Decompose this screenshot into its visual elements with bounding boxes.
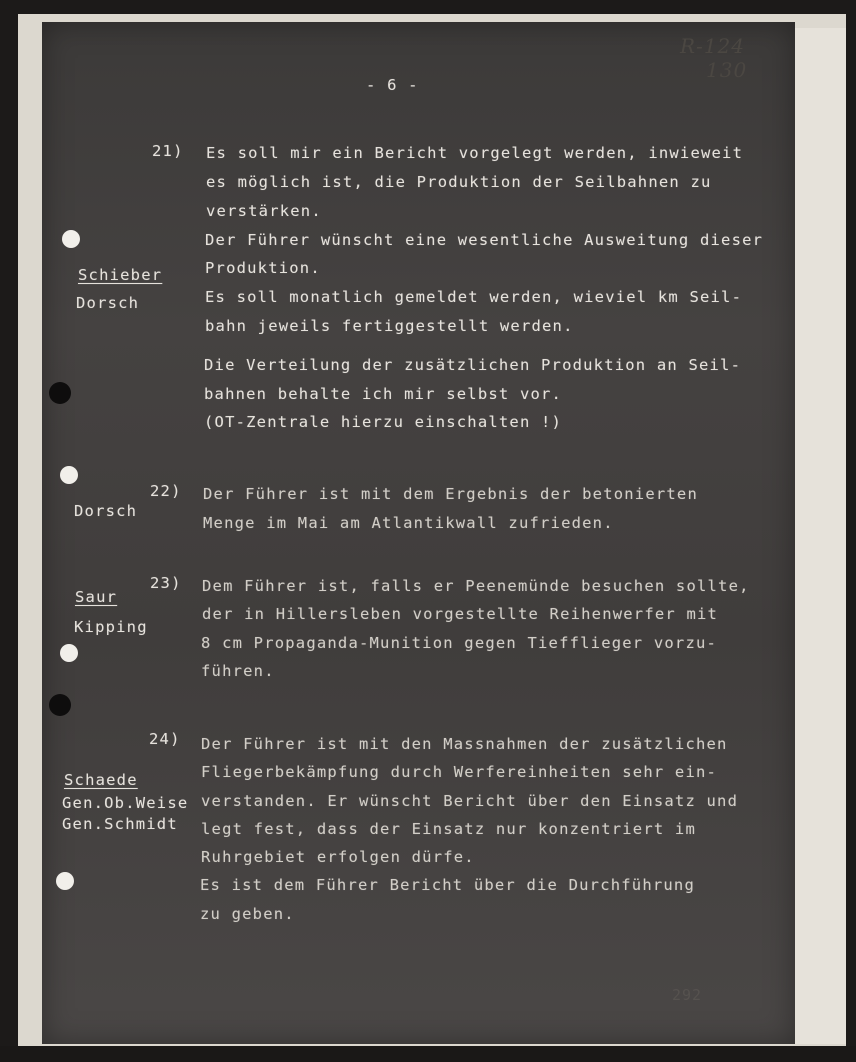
page-number: - 6 - bbox=[366, 76, 419, 94]
text-line: Es ist dem Führer Bericht über die Durchführung bbox=[200, 876, 695, 894]
item-number: 24) bbox=[149, 730, 181, 748]
punch-hole bbox=[49, 382, 71, 404]
text-line: führen. bbox=[201, 662, 275, 680]
person-name: Schaede bbox=[64, 771, 138, 789]
person-name: Kipping bbox=[74, 618, 148, 636]
person-name: Saur bbox=[75, 588, 118, 606]
text-line: Fliegerbekämpfung durch Werfereinheiten sehr ein- bbox=[201, 763, 718, 781]
paper-edge bbox=[790, 28, 846, 1044]
person-name: Schieber bbox=[78, 266, 163, 284]
punch-hole bbox=[60, 644, 78, 662]
punch-hole bbox=[56, 872, 74, 890]
punch-hole bbox=[60, 466, 78, 484]
archive-stamp-line1: R-124 bbox=[680, 34, 745, 58]
text-line: Der Führer ist mit dem Ergebnis der betonierten bbox=[203, 485, 698, 503]
text-line: Die Verteilung der zusätzlichen Produktion an Seil- bbox=[204, 356, 742, 374]
text-line: verstanden. Er wünscht Bericht über den Einsatz und bbox=[201, 792, 739, 810]
text-line: 8 cm Propaganda-Munition gegen Tiefflieger vorzu- bbox=[201, 634, 718, 652]
text-line: bahn jeweils fertiggestellt werden. bbox=[205, 317, 574, 335]
punch-hole bbox=[49, 694, 71, 716]
text-line: Der Führer ist mit den Massnahmen der zusätzlichen bbox=[201, 735, 728, 753]
text-line: Produktion. bbox=[205, 259, 321, 277]
person-name: Gen.Ob.Weise bbox=[62, 794, 189, 812]
punch-hole bbox=[62, 230, 80, 248]
text-line: Menge im Mai am Atlantikwall zufrieden. bbox=[203, 514, 614, 532]
text-line: (OT-Zentrale hierzu einschalten !) bbox=[204, 413, 563, 431]
text-line: Es soll monatlich gemeldet werden, wieviel km Seil- bbox=[205, 288, 743, 306]
person-name: Gen.Schmidt bbox=[62, 815, 178, 833]
item-number: 21) bbox=[152, 142, 184, 160]
text-line: es möglich ist, die Produktion der Seilbahnen zu bbox=[206, 173, 712, 191]
text-line: der in Hillersleben vorgestellte Reihenwerfer mit bbox=[202, 605, 719, 623]
text-line: legt fest, dass der Einsatz nur konzentriert im bbox=[201, 820, 696, 838]
text-line: bahnen behalte ich mir selbst vor. bbox=[204, 385, 563, 403]
text-line: Ruhrgebiet erfolgen dürfe. bbox=[201, 848, 475, 866]
item-number: 22) bbox=[150, 482, 182, 500]
person-name: Dorsch bbox=[76, 294, 140, 312]
text-line: Der Führer wünscht eine wesentliche Ausweitung dieser bbox=[205, 231, 764, 249]
scan-border bbox=[0, 1046, 856, 1062]
item-number: 23) bbox=[150, 574, 182, 592]
text-line: Es soll mir ein Bericht vorgelegt werden, inwieweit bbox=[206, 144, 744, 162]
text-line: zu geben. bbox=[200, 905, 295, 923]
text-line: verstärken. bbox=[206, 202, 322, 220]
text-line: Dem Führer ist, falls er Peenemünde besuchen sollte, bbox=[202, 577, 750, 595]
person-name: Dorsch bbox=[74, 502, 138, 520]
archive-stamp-line2: 130 bbox=[706, 58, 748, 82]
footer-number: 292 bbox=[672, 986, 703, 1004]
